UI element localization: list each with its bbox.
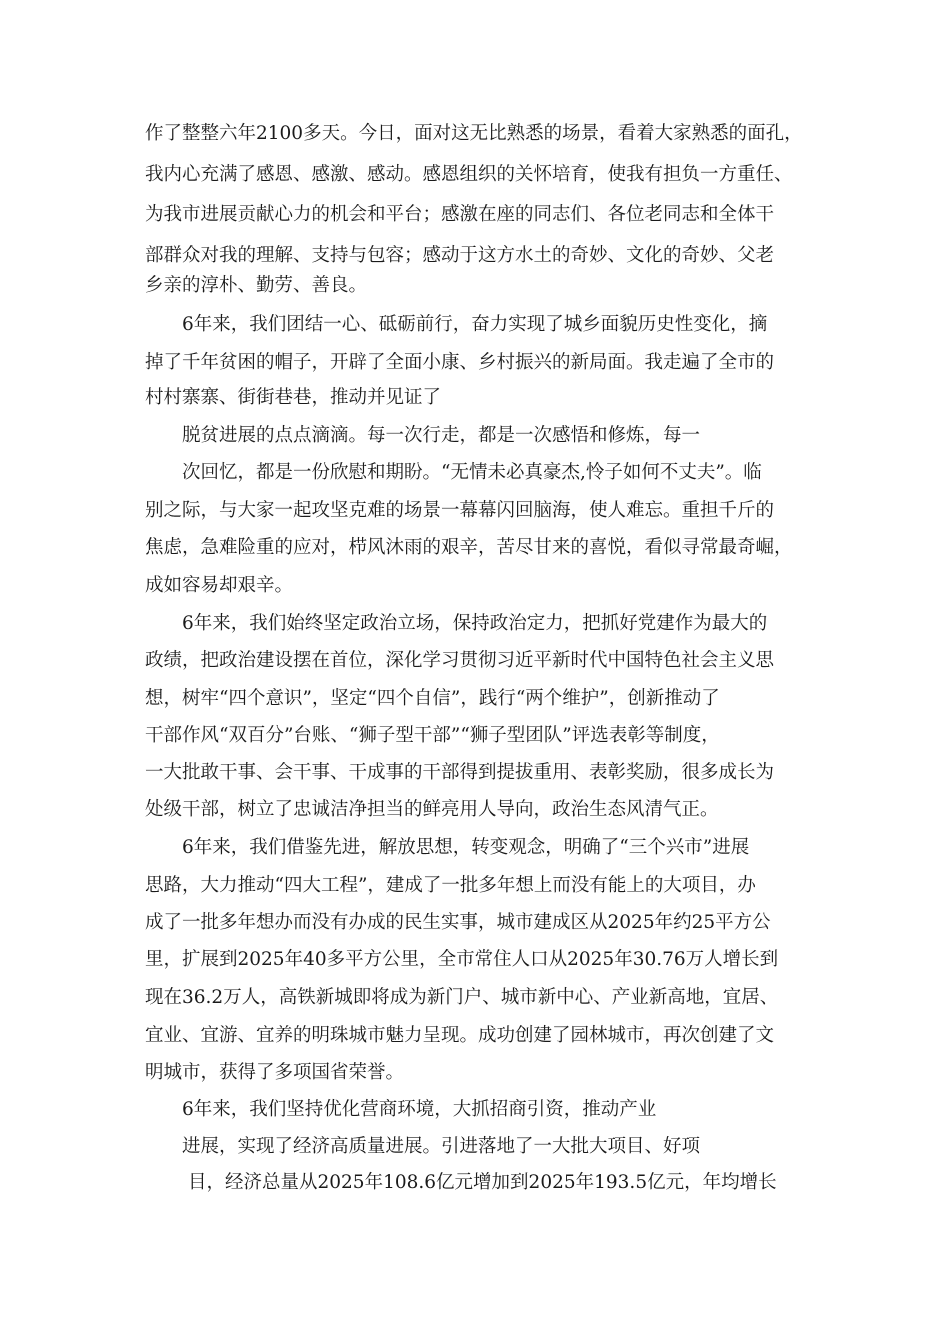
text-line: 处级干部，树立了忠诚洁净担当的鲜亮用人导向，政治生态风清气正。	[145, 799, 719, 820]
text-line: 思路，大力推动“四大工程”，建成了一批多年想上而没有能上的大项目，办	[145, 875, 756, 896]
text-line: 部群众对我的理解、支持与包容；感动于这方水土的奇妙、文化的奇妙、父老	[145, 245, 775, 266]
text-line: 我内心充满了感恩、感激、感动。感恩组织的关怀培育，使我有担负一方重任、	[145, 164, 793, 185]
text-line: 村村寨寨、街街巷巷，推动并见证了	[145, 387, 442, 408]
text-line: 脱贫进展的点点滴滴。每一次行走，都是一次感悟和修炼，每一	[182, 425, 701, 446]
text-line: 作了整整六年2100多天。今日，面对这无比熟悉的场景，看着大家熟悉的面孔，	[145, 123, 803, 144]
text-line: 焦虑，急难险重的应对，栉风沐雨的艰辛，苦尽甘来的喜悦，看似寻常最奇崛，	[145, 537, 793, 558]
text-line: 干部作风“双百分”台账、“狮子型干部”“狮子型团队”评选表彰等制度，	[145, 725, 720, 746]
text-line: 成了一批多年想办而没有办成的民生实事，城市建成区从2025年约25平方公	[145, 912, 771, 933]
text-line: 为我市进展贡献心力的机会和平台；感激在座的同志们、各位老同志和全体干	[145, 204, 775, 225]
text-line: 现在36.2万人，高铁新城即将成为新门户、城市新中心、产业新高地，宜居、	[145, 987, 779, 1008]
text-line: 想，树牢“四个意识”，坚定“四个自信”，践行“两个维护”，创新推动了	[145, 688, 720, 709]
text-line: 一大批敢干事、会干事、干成事的干部得到提拔重用、表彰奖励，很多成长为	[145, 762, 775, 783]
text-line: 宜业、宜游、宜养的明珠城市魅力呈现。成功创建了园林城市，再次创建了文	[145, 1025, 775, 1046]
text-line: 掉了千年贫困的帽子，开辟了全面小康、乡村振兴的新局面。我走遍了全市的	[145, 352, 775, 373]
text-line: 明城市，获得了多项国省荣誉。	[145, 1062, 405, 1083]
paragraph-start-line: 6年来，我们借鉴先进，解放思想，转变观念，明确了“三个兴市”进展	[182, 837, 750, 858]
paragraph-start-line: 6年来，我们始终坚定政治立场，保持政治定力，把抓好党建作为最大的	[182, 613, 768, 634]
text-line: 别之际，与大家一起攻坚克难的场景一幕幕闪回脑海，使人难忘。重担千斤的	[145, 500, 775, 521]
text-line: 乡亲的淳朴、勤劳、善良。	[145, 275, 368, 296]
text-line: 政绩，把政治建设摆在首位，深化学习贯彻习近平新时代中国特色社会主义思	[145, 650, 775, 671]
paragraph-start-line: 6年来，我们坚持优化营商环境，大抓招商引资，推动产业	[182, 1099, 657, 1120]
paragraph-start-line: 6年来，我们团结一心、砥砺前行，奋力实现了城乡面貌历史性变化，摘	[182, 314, 768, 335]
text-line: 次回忆，都是一份欣慰和期盼。“无情未必真豪杰,怜子如何不丈夫”。临	[182, 462, 762, 483]
text-line: 成如容易却艰辛。	[145, 575, 294, 596]
text-line: 里，扩展到2025年40多平方公里，全市常住人口从2025年30.76万人增长到	[145, 949, 779, 970]
text-line: 目，经济总量从2025年108.6亿元增加到2025年193.5亿元，年均增长	[188, 1172, 777, 1193]
text-line: 进展，实现了经济高质量进展。引进落地了一大批大项目、好项	[182, 1136, 701, 1157]
